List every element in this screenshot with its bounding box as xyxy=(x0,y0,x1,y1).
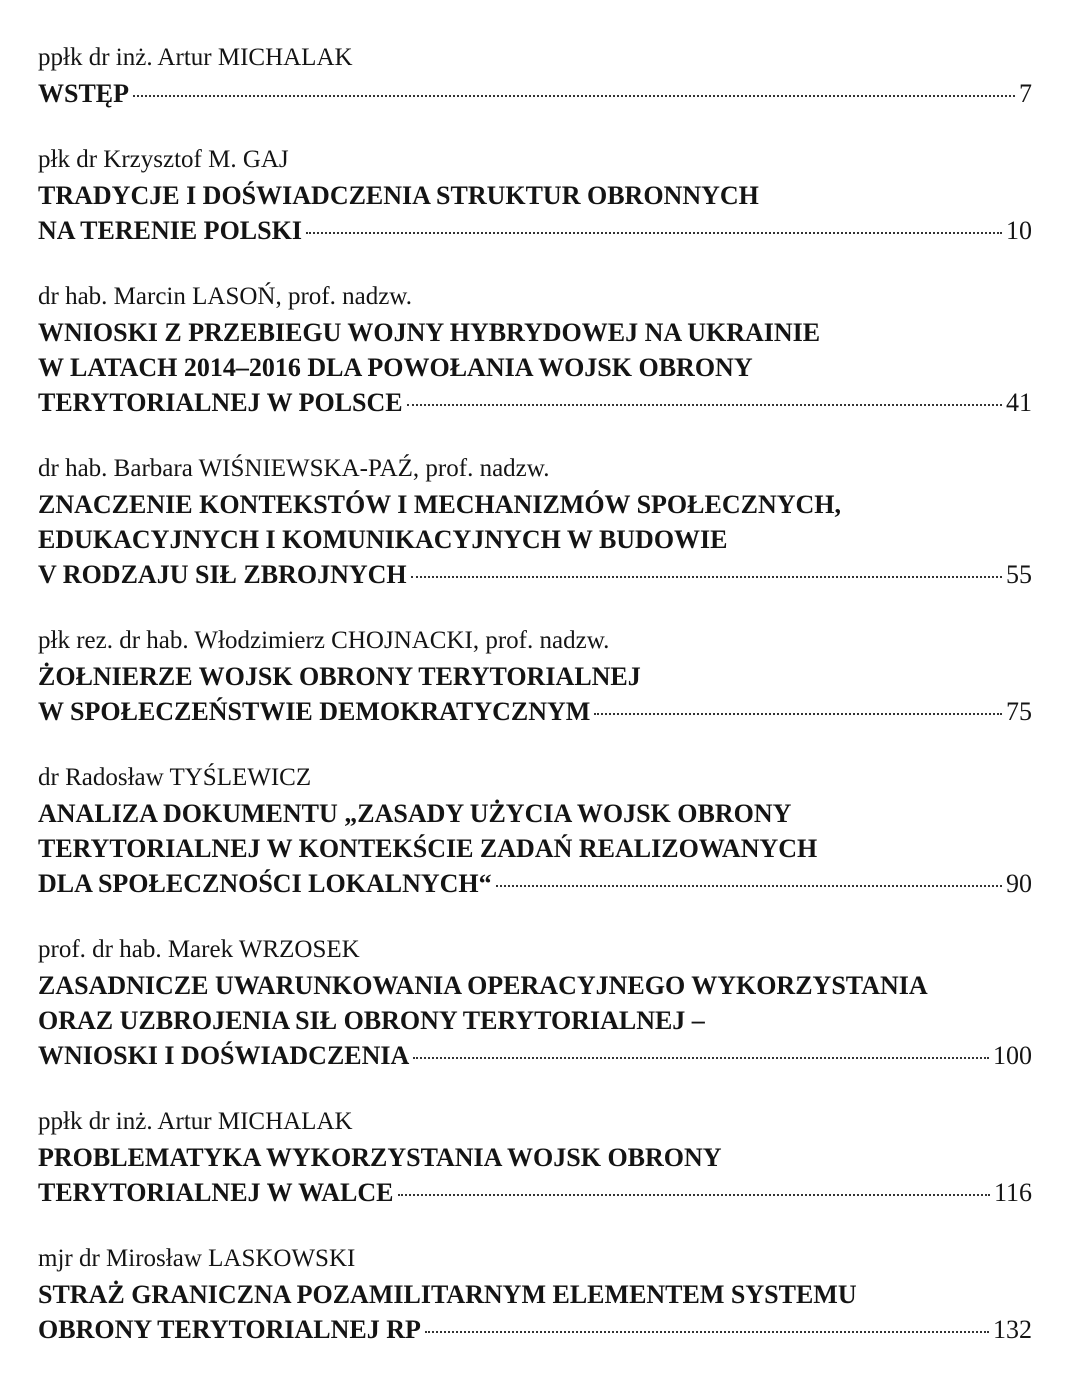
dot-leader xyxy=(398,1194,990,1196)
dot-leader xyxy=(407,404,1002,406)
entry-title-last-line xyxy=(38,385,1032,420)
entry-title-line: WNIOSKI I DOŚWIADCZENIA xyxy=(38,1041,410,1070)
toc-entry xyxy=(38,760,1032,901)
entry-title-line: TERYTORIALNEJ W POLSCE xyxy=(38,388,403,417)
entry-title-line: WSTĘP xyxy=(38,79,130,108)
toc-entry xyxy=(38,142,1032,248)
page-number: 10 xyxy=(1006,216,1032,245)
entry-author: płk dr Krzysztof M. GAJ xyxy=(38,146,289,173)
dot-leader xyxy=(413,1057,989,1059)
entry-title-last-line xyxy=(38,213,1032,248)
page-number: 100 xyxy=(993,1041,1032,1070)
entry-title-line: V RODZAJU SIŁ ZBROJNYCH xyxy=(38,560,407,589)
entry-title-last-line xyxy=(38,76,1032,111)
entry-author: dr Radosław TYŚLEWICZ xyxy=(38,764,312,791)
entry-author: płk rez. dr hab. Włodzimierz CHOJNACKI, prof. nadzw. xyxy=(38,627,610,654)
page-number: 55 xyxy=(1006,560,1032,589)
entry-author: ppłk dr inż. Artur MICHALAK xyxy=(38,44,353,71)
toc-entry xyxy=(38,1104,1032,1210)
page-number: 116 xyxy=(993,1178,1032,1207)
page-number: 90 xyxy=(1006,869,1032,898)
entry-author: dr hab. Marcin LASOŃ, prof. nadzw. xyxy=(38,283,412,310)
toc-entry xyxy=(38,451,1032,592)
page-number: 7 xyxy=(1019,79,1032,108)
entry-title-line: EDUKACYJNYCH I KOMUNIKACYJNYCH W BUDOWIE xyxy=(38,525,728,554)
entry-title-line: W LATACH 2014–2016 DLA POWOŁANIA WOJSK OBRONY xyxy=(38,353,753,382)
page-number: 75 xyxy=(1006,697,1032,726)
toc-entry xyxy=(38,623,1032,729)
page-number: 132 xyxy=(993,1315,1032,1344)
entry-title-line: TERYTORIALNEJ W KONTEKŚCIE ZADAŃ REALIZOWANYCH xyxy=(38,834,818,863)
entry-title-last-line xyxy=(38,557,1032,592)
page-number: 41 xyxy=(1006,388,1032,417)
dot-leader xyxy=(133,95,1015,97)
entry-title-line: ZNACZENIE KONTEKSTÓW I MECHANIZMÓW SPOŁECZNYCH, xyxy=(38,490,842,519)
entry-author: ppłk dr inż. Artur MICHALAK xyxy=(38,1108,353,1135)
toc-entry xyxy=(38,40,1032,111)
table-of-contents xyxy=(38,40,1032,1378)
entry-title-last-line xyxy=(38,866,1032,901)
entry-title-last-line xyxy=(38,1175,1032,1210)
entry-title-line: TRADYCJE I DOŚWIADCZENIA STRUKTUR OBRONNYCH xyxy=(38,181,759,210)
toc-entry xyxy=(38,932,1032,1073)
entry-title-line: WNIOSKI Z PRZEBIEGU WOJNY HYBRYDOWEJ NA UKRAINIE xyxy=(38,318,821,347)
toc-entry xyxy=(38,279,1032,420)
entry-title-line: OBRONY TERYTORIALNEJ RP xyxy=(38,1315,421,1344)
entry-title-last-line xyxy=(38,1312,1032,1347)
toc-entry xyxy=(38,1241,1032,1347)
entry-title-line: ŻOŁNIERZE WOJSK OBRONY TERYTORIALNEJ xyxy=(38,662,641,691)
entry-author: prof. dr hab. Marek WRZOSEK xyxy=(38,936,360,963)
entry-title-line: W SPOŁECZEŃSTWIE DEMOKRATYCZNYM xyxy=(38,697,591,726)
entry-title-last-line xyxy=(38,694,1032,729)
entry-title-line: ORAZ UZBROJENIA SIŁ OBRONY TERYTORIALNEJ – xyxy=(38,1006,705,1035)
entry-title-line: ZASADNICZE UWARUNKOWANIA OPERACYJNEGO WYKORZYSTANIA xyxy=(38,971,928,1000)
entry-author: dr hab. Barbara WIŚNIEWSKA-PAŹ, prof. nadzw. xyxy=(38,455,550,482)
entry-title-line: DLA SPOŁECZNOŚCI LOKALNYCH“ xyxy=(38,869,492,898)
entry-title-last-line xyxy=(38,1038,1032,1073)
entry-title-line: NA TERENIE POLSKI xyxy=(38,216,302,245)
dot-leader xyxy=(306,232,1002,234)
dot-leader xyxy=(425,1331,989,1333)
entry-title-line: STRAŻ GRANICZNA POZAMILITARNYM ELEMENTEM SYSTEMU xyxy=(38,1280,857,1309)
entry-title-line: PROBLEMATYKA WYKORZYSTANIA WOJSK OBRONY xyxy=(38,1143,722,1172)
entry-author: mjr dr Mirosław LASKOWSKI xyxy=(38,1245,356,1272)
dot-leader xyxy=(496,885,1002,887)
dot-leader xyxy=(594,713,1002,715)
entry-title-line: ANALIZA DOKUMENTU „ZASADY UŻYCIA WOJSK OBRONY xyxy=(38,799,792,828)
entry-title-line: TERYTORIALNEJ W WALCE xyxy=(38,1178,394,1207)
dot-leader xyxy=(411,576,1002,578)
